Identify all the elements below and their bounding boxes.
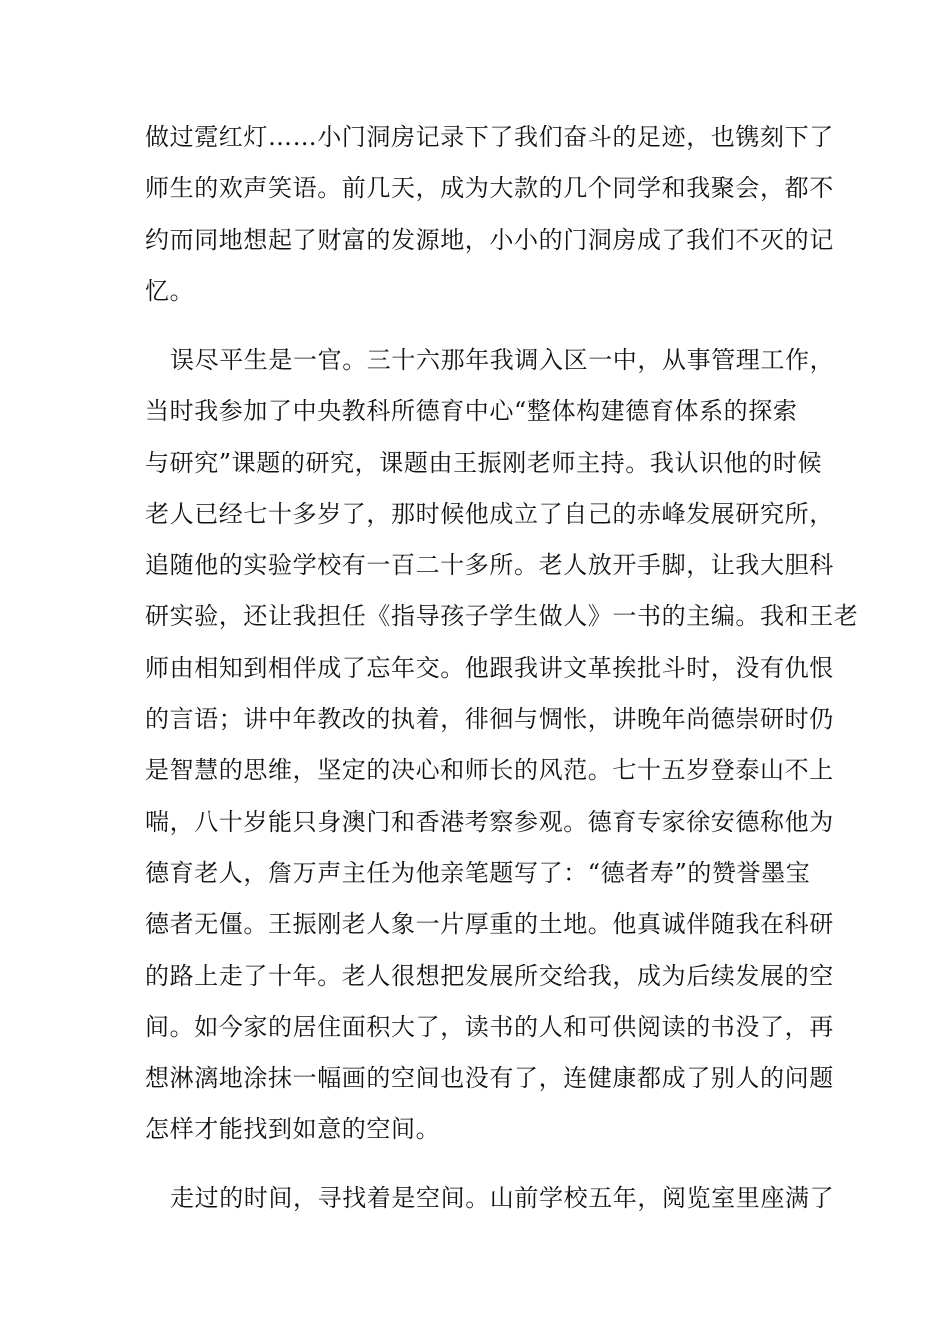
text-line: 约而同地想起了财富的发源地，小小的门洞房成了我们不灭的记 bbox=[145, 226, 834, 254]
text-line: 做过霓红灯……小门洞房记录下了我们奋斗的足迹，也镌刻下了 bbox=[145, 123, 834, 151]
text-line: 是智慧的思维，坚定的决心和师长的风范。七十五岁登泰山不上 bbox=[145, 756, 834, 784]
text-line: 追随他的实验学校有一百二十多所。老人放开手脚，让我大胆科 bbox=[145, 551, 834, 579]
text-line: 老人已经七十多岁了，那时候他成立了自己的赤峰发展研究所， bbox=[145, 500, 834, 528]
text-line: 间。如今家的居住面积大了，读书的人和可供阅读的书没了，再 bbox=[145, 1013, 834, 1041]
text-line: 怎样才能找到如意的空间。 bbox=[145, 1115, 441, 1143]
text-line: 研实验，还让我担任《指导孩子学生做人》一书的主编。我和王老 bbox=[145, 602, 859, 630]
text-line: 想淋漓地涂抹一幅画的空间也没有了，连健康都成了别人的问题 bbox=[145, 1064, 834, 1092]
text-line: 当时我参加了中央教科所德育中心“整体构建德育体系的探索 bbox=[145, 397, 798, 425]
text-line: 师生的欢声笑语。前几天，成为大款的几个同学和我聚会，都不 bbox=[145, 174, 834, 202]
text-line: 走过的时间，寻找着是空间。山前学校五年，阅览室里座满了 bbox=[170, 1184, 835, 1212]
text-line: 喘，八十岁能只身澳门和香港考察参观。德育专家徐安德称他为 bbox=[145, 808, 834, 836]
text-line: 的路上走了十年。老人很想把发展所交给我，成为后续发展的空 bbox=[145, 962, 834, 990]
text-line: 的言语；讲中年教改的执着，徘徊与惆怅，讲晚年尚德崇研时仍 bbox=[145, 705, 834, 733]
text-line: 师由相知到相伴成了忘年交。他跟我讲文革挨批斗时，没有仇恨 bbox=[145, 654, 834, 682]
text-line: 德者无僵。王振刚老人象一片厚重的土地。他真诚伴随我在科研 bbox=[145, 910, 834, 938]
text-line: 德育老人，詹万声主任为他亲笔题写了：“德者寿”的赞誉墨宝 bbox=[145, 859, 811, 887]
text-line: 与研究”课题的研究，课题由王振刚老师主持。我认识他的时候 bbox=[145, 449, 823, 477]
text-line: 忆。 bbox=[145, 277, 195, 305]
text-line: 误尽平生是一官。三十六那年我调入区一中，从事管理工作， bbox=[170, 346, 835, 374]
